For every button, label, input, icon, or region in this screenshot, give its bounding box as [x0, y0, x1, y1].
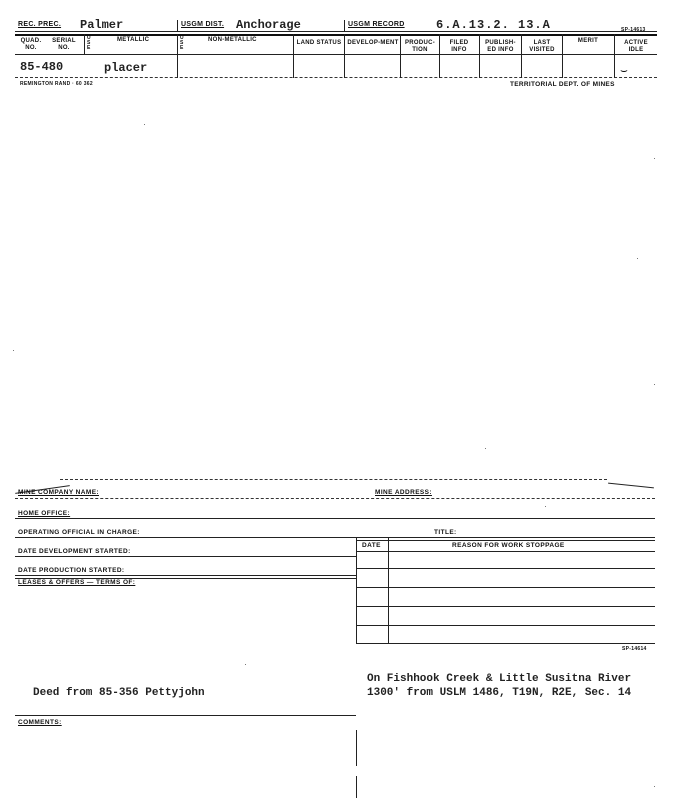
divider	[356, 776, 357, 798]
divider	[344, 20, 345, 32]
rule	[356, 568, 655, 569]
active-idle-mark: ⌣	[620, 63, 628, 77]
rule	[15, 498, 655, 499]
operating-official-label: OPERATING OFFICIAL IN CHARGE:	[18, 529, 140, 536]
date-development-label: DATE DEVELOPMENT STARTED:	[18, 548, 131, 555]
location-line-1: On Fishhook Creek & Little Susitna River	[367, 673, 632, 685]
scan-speck	[245, 664, 246, 665]
col-published-info: PUBLISH-ED INFO	[485, 40, 516, 53]
usgm-dist-label: USGM DIST.	[181, 21, 225, 28]
rule	[356, 551, 655, 552]
date-production-label: DATE PRODUCTION STARTED:	[18, 567, 125, 574]
top-form-number: SP-14613	[621, 27, 646, 33]
scan-speck	[654, 786, 655, 787]
header-rule-thick	[15, 34, 657, 36]
rule	[356, 643, 655, 644]
scan-speck	[485, 448, 486, 449]
rule	[15, 556, 356, 557]
rule	[15, 537, 655, 538]
col-metallic: METALLIC	[117, 37, 150, 43]
date-column-header: DATE	[362, 542, 381, 549]
col-active-idle: ACTIVE IDLE	[624, 40, 648, 53]
divider	[356, 537, 357, 643]
rule	[15, 715, 356, 716]
usgm-dist-value: Anchorage	[236, 18, 301, 32]
title-label: TITLE:	[434, 529, 457, 536]
mine-address-label: MINE ADDRESS:	[375, 489, 432, 496]
col-use-non-metallic: U S E	[180, 35, 184, 51]
scan-speck	[654, 384, 655, 385]
rule	[608, 483, 654, 489]
col-last-visited: LAST VISITED	[529, 40, 555, 53]
divider	[479, 34, 480, 78]
divider	[177, 34, 178, 78]
quad-serial-value: 85-480	[20, 60, 64, 74]
leases-offers-label: LEASES & OFFERS — TERMS OF:	[18, 579, 136, 586]
scan-speck	[144, 124, 145, 125]
rec-prec-value: Palmer	[80, 18, 124, 32]
divider	[84, 34, 85, 55]
rec-prec-label: REC. PREC.	[18, 21, 62, 28]
divider	[177, 20, 178, 32]
location-line-2: 1300' from USLM 1486, T19N, R2E, Sec. 14	[367, 687, 632, 699]
divider	[439, 34, 440, 78]
column-rule	[15, 54, 657, 55]
divider	[521, 34, 522, 78]
col-use-metallic: U S E	[87, 35, 91, 51]
card-top-dashed-edge	[60, 479, 607, 480]
comments-label: COMMENTS:	[18, 719, 62, 726]
top-footer-left: REMINGTON RAND · 60 362	[20, 81, 93, 87]
top-footer-right: TERRITORIAL DEPT. OF MINES	[510, 81, 615, 88]
divider	[562, 34, 563, 78]
col-non-metallic: NON-METALLIC	[208, 37, 257, 43]
usgm-record-value: 6.A.13.2. 13.A	[436, 18, 551, 32]
usgm-record-label: USGM RECORD	[348, 21, 405, 28]
bottom-form-number: SP-14614	[622, 646, 647, 652]
header-rule	[15, 31, 657, 32]
scan-speck	[654, 158, 655, 159]
col-merit: MERIT	[577, 38, 599, 44]
deed-note: Deed from 85-356 Pettyjohn	[33, 687, 205, 699]
divider	[356, 730, 357, 766]
col-quad: QUAD. NO.	[20, 38, 42, 51]
home-office-label: HOME OFFICE:	[18, 510, 71, 517]
rule	[356, 606, 655, 607]
rule	[15, 518, 655, 519]
scan-speck	[13, 350, 14, 351]
divider	[400, 34, 401, 78]
divider	[388, 537, 389, 643]
scan-speck	[637, 258, 638, 259]
mine-company-label: MINE COMPANY NAME:	[18, 489, 99, 496]
reason-column-header: REASON FOR WORK STOPPAGE	[452, 542, 565, 549]
col-serial: SERIAL NO.	[52, 38, 76, 51]
scan-speck	[545, 506, 546, 507]
rule	[15, 575, 356, 576]
card-bottom-rule	[15, 77, 657, 78]
col-development: DEVELOP-MENT	[347, 40, 399, 46]
divider	[293, 34, 294, 78]
divider	[344, 34, 345, 78]
col-land-status: LAND STATUS	[296, 40, 342, 46]
rule	[356, 625, 655, 626]
rule	[356, 540, 655, 541]
col-production: PRODUC-TION	[404, 40, 436, 53]
rule	[356, 587, 655, 588]
metallic-value: placer	[104, 61, 148, 75]
col-filed-info: FILED INFO	[449, 40, 469, 53]
divider	[614, 34, 615, 78]
